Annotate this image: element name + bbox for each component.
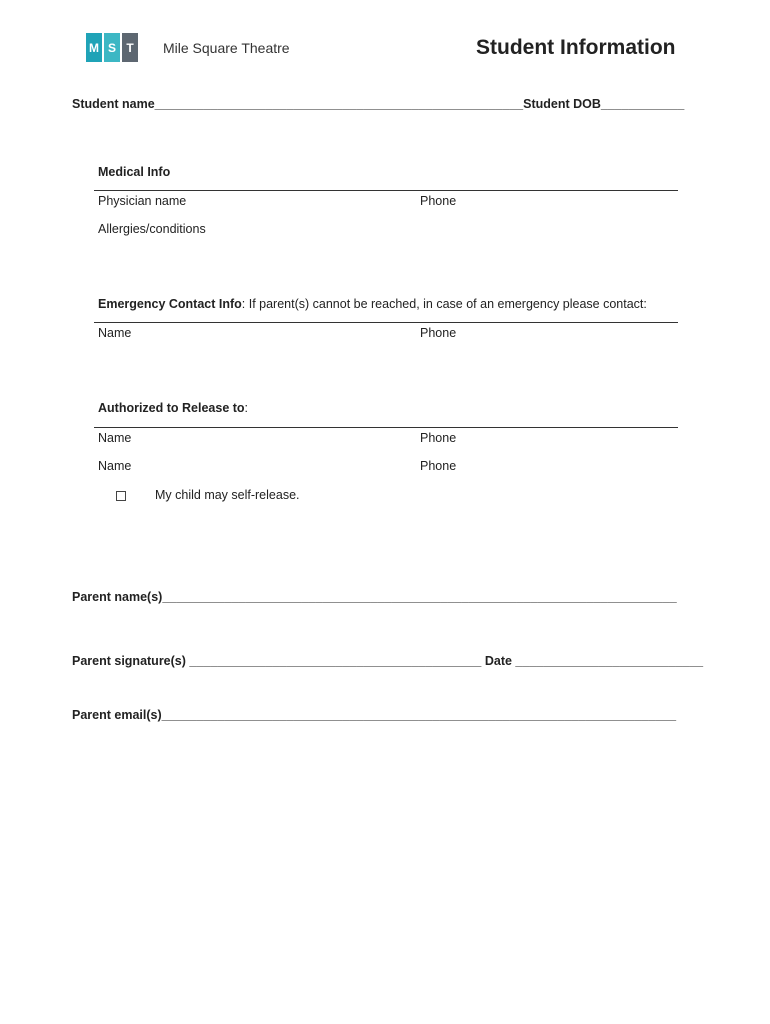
release-phone-field-1[interactable]: Phone xyxy=(420,431,457,445)
emergency-heading-text: : If parent(s) cannot be reached, in case of an emergency please contact: xyxy=(241,297,647,311)
release-heading-bold: Authorized to Release to xyxy=(98,401,245,415)
release-name-field-2[interactable]: Name xyxy=(98,459,132,473)
student-name-label: Student name xyxy=(72,97,155,111)
logo-letter-t: T xyxy=(122,33,138,62)
page-title: Student Information xyxy=(476,36,676,59)
physician-name-field[interactable]: Physician name xyxy=(98,194,187,208)
parent-signature-field[interactable]: __________________________________________ xyxy=(189,654,482,668)
date-field[interactable]: ___________________________ xyxy=(515,654,704,668)
logo-letter-m: M xyxy=(86,33,102,62)
release-heading-text: : xyxy=(244,401,249,415)
self-release-label: My child may self-release. xyxy=(155,488,300,502)
student-dob-field[interactable]: ____________ xyxy=(600,97,685,111)
emergency-heading-bold: Emergency Contact Info xyxy=(98,297,242,311)
release-heading xyxy=(98,401,248,415)
parent-name-field[interactable]: __________________________________________________________________________ xyxy=(162,590,677,604)
allergies-field[interactable]: Allergies/conditions xyxy=(98,222,206,236)
date-label: Date xyxy=(481,654,516,668)
emergency-name-field[interactable]: Name xyxy=(98,326,132,340)
parent-email-line xyxy=(72,708,676,722)
parent-email-field[interactable]: __________________________________________________________________________ xyxy=(161,708,677,722)
self-release-checkbox[interactable] xyxy=(116,491,126,501)
emergency-heading xyxy=(98,297,647,311)
logo-letter-s: S xyxy=(104,33,120,62)
release-phone-field-2[interactable]: Phone xyxy=(420,459,457,473)
student-dob-label: Student DOB xyxy=(523,97,601,111)
parent-name-label: Parent name(s) xyxy=(72,590,163,604)
mst-logo xyxy=(86,33,138,62)
emergency-phone-field[interactable]: Phone xyxy=(420,326,457,340)
organization-name: Mile Square Theatre xyxy=(163,40,290,56)
student-line xyxy=(72,97,684,111)
student-name-field[interactable]: _____________________________________________________ xyxy=(154,97,524,111)
release-divider xyxy=(94,427,678,428)
medical-heading: Medical Info xyxy=(98,165,171,179)
parent-signature-line xyxy=(72,654,703,668)
medical-divider xyxy=(94,190,678,191)
emergency-divider xyxy=(94,322,678,323)
parent-name-line xyxy=(72,590,677,604)
physician-phone-field[interactable]: Phone xyxy=(420,194,457,208)
parent-email-label: Parent email(s) xyxy=(72,708,162,722)
parent-signature-label: Parent signature(s) xyxy=(72,654,190,668)
release-name-field-1[interactable]: Name xyxy=(98,431,132,445)
